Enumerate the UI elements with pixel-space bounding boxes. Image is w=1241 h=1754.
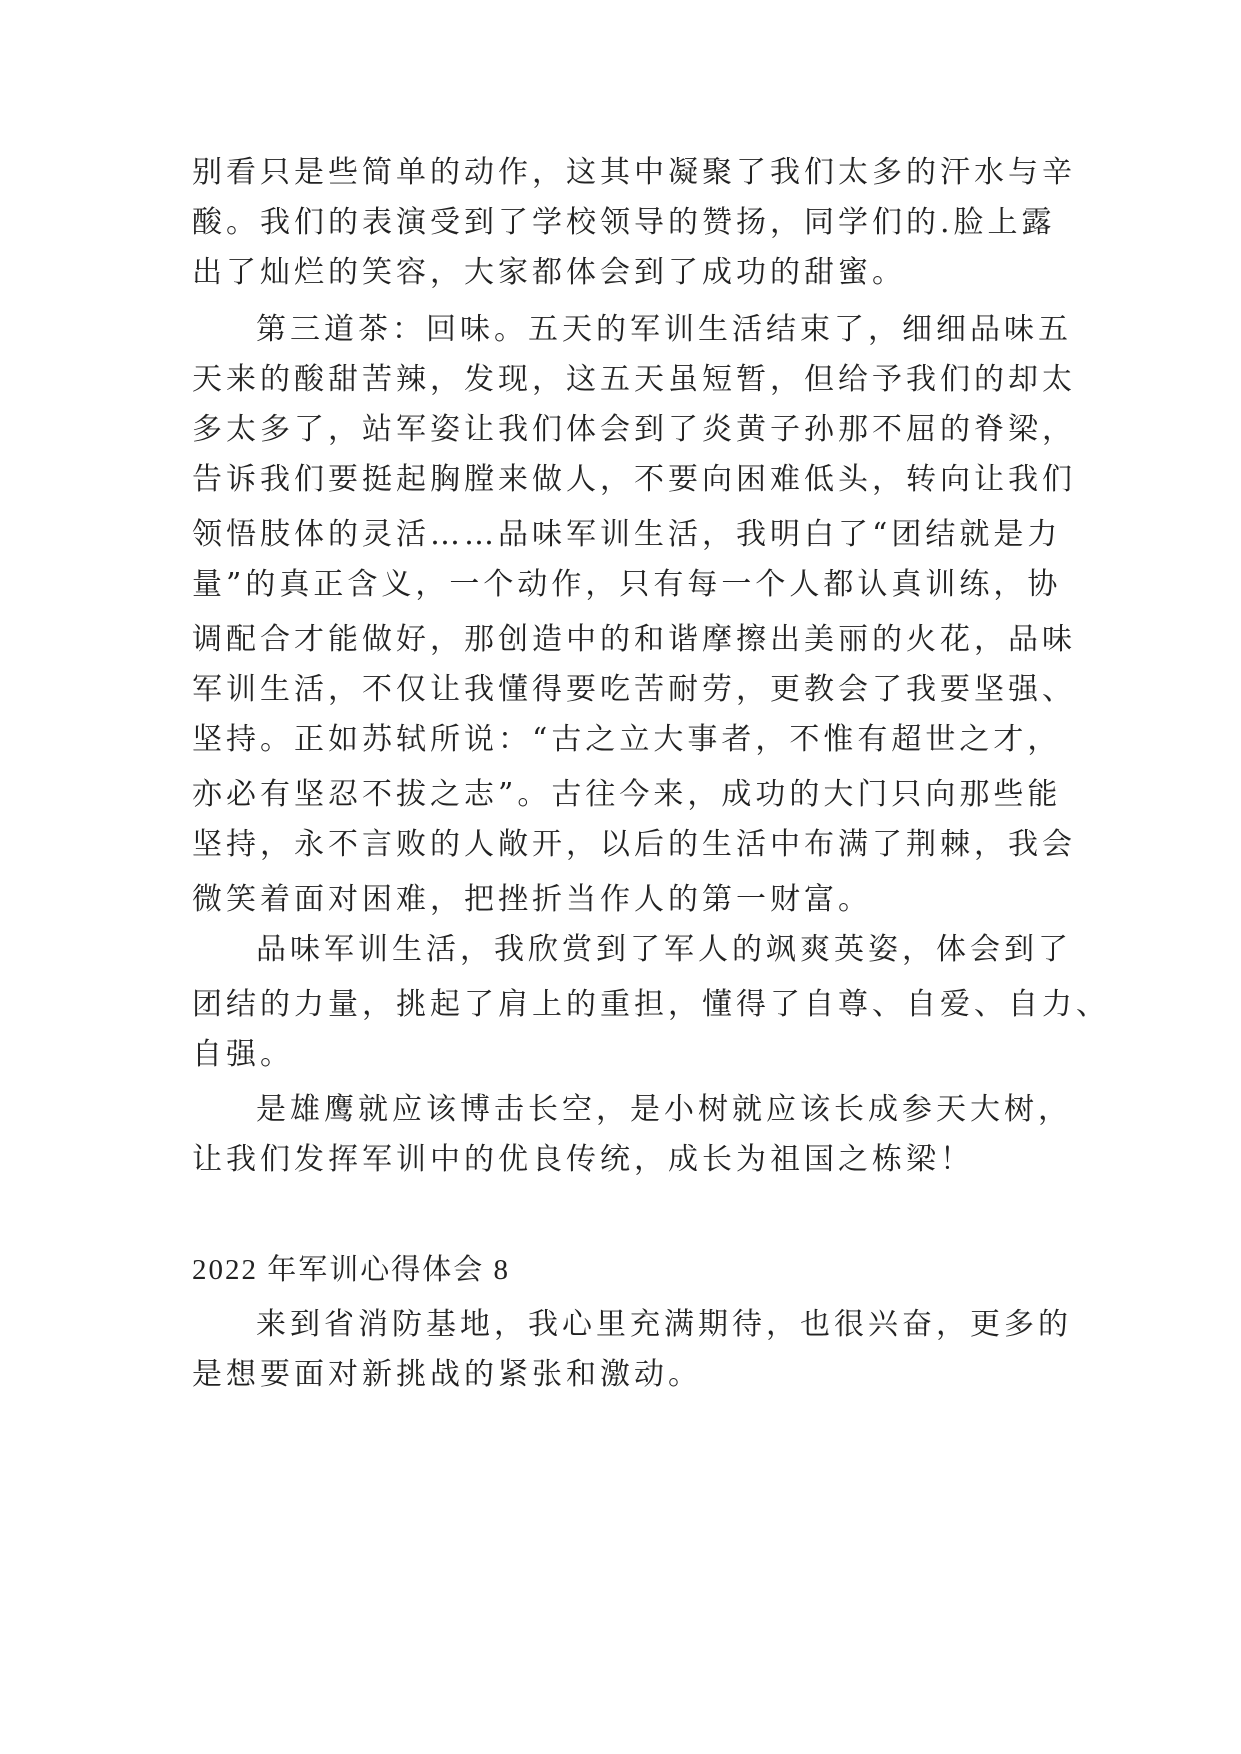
paragraph-line: 坚持。正如苏轼所说：“古之立大事者，不惟有超世之才，	[192, 722, 1062, 757]
paragraph-line: 品味军训生活，我欣赏到了军人的飒爽英姿，体会到了	[256, 932, 1072, 967]
paragraph-line: 是想要面对新挑战的紧张和激动。	[192, 1357, 702, 1392]
paragraph-line: 调配合才能做好，那创造中的和谐摩擦出美丽的火花，品味	[192, 622, 1076, 657]
paragraph-line: 多太多了，站军姿让我们体会到了炎黄子孙那不屈的脊梁，	[192, 412, 1076, 447]
paragraph-line: 来到省消防基地，我心里充满期待，也很兴奋，更多的	[256, 1307, 1072, 1342]
paragraph-line: 领悟肢体的灵活……品味军训生活，我明白了“团结就是力	[192, 517, 1062, 552]
paragraph-line: 坚持，永不言败的人敞开，以后的生活中布满了荆棘，我会	[192, 827, 1076, 862]
paragraph-line: 别看只是些简单的动作，这其中凝聚了我们太多的汗水与辛	[192, 155, 1076, 190]
paragraph-line: 量”的真正含义，一个动作，只有每一个人都认真训练，协	[192, 567, 1062, 602]
paragraph-line: 亦必有坚忍不拔之志”。古往今来，成功的大门只向那些能	[192, 777, 1062, 812]
paragraph-line: 出了灿烂的笑容，大家都体会到了成功的甜蜜。	[192, 255, 906, 290]
paragraph-line: 军训生活，不仅让我懂得要吃苦耐劳，更教会了我要坚强、	[192, 672, 1076, 707]
paragraph-line: 天来的酸甜苦辣，发现，这五天虽短暂，但给予我们的却太	[192, 362, 1076, 397]
paragraph-line: 让我们发挥军训中的优良传统，成长为祖国之栋梁！	[192, 1142, 974, 1177]
paragraph-line: 酸。我们的表演受到了学校领导的赞扬，同学们的.脸上露	[192, 205, 1056, 240]
paragraph-line: 团结的力量，挑起了肩上的重担，懂得了自尊、自爱、自力、	[192, 987, 1110, 1022]
paragraph-line: 告诉我们要挺起胸膛来做人，不要向困难低头，转向让我们	[192, 462, 1076, 497]
section-heading: 2022 年军训心得体会 8	[192, 1254, 511, 1286]
paragraph-line: 微笑着面对困难，把挫折当作人的第一财富。	[192, 882, 872, 917]
paragraph-line: 自强。	[192, 1037, 294, 1072]
paragraph-line: 第三道茶：回味。五天的军训生活结束了，细细品味五	[256, 312, 1072, 347]
paragraph-line: 是雄鹰就应该博击长空，是小树就应该长成参天大树，	[256, 1092, 1072, 1127]
